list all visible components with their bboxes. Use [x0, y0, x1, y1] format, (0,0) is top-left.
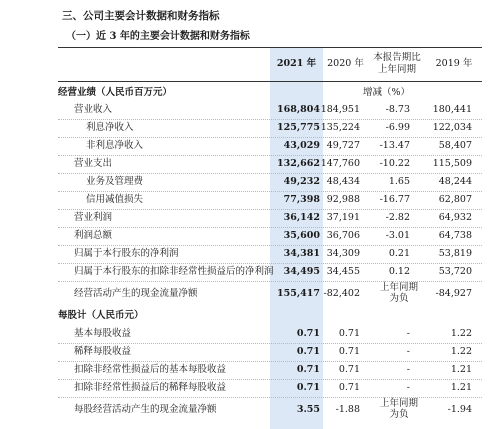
row-label: 基本每股收益: [74, 328, 132, 339]
value-2019: 122,034: [432, 122, 472, 133]
header-2021: 2021 年: [276, 58, 317, 69]
table-row: [58, 281, 482, 307]
section-heading: 三、公司主要会计数据和财务指标: [62, 10, 220, 22]
value-2019: 115,509: [432, 158, 472, 169]
value-2021: 77,398: [283, 194, 320, 205]
value-2020: 184,951: [320, 104, 360, 115]
table-row: [58, 173, 482, 191]
value-2019: 62,807: [438, 194, 472, 205]
value-2021: 43,029: [283, 140, 320, 151]
table-row: [58, 155, 482, 173]
value-2021: 49,232: [283, 176, 320, 187]
value-2019: 64,738: [438, 230, 472, 241]
value-2020: 147,760: [320, 158, 360, 169]
value-2020: 0.71: [338, 382, 360, 393]
header-2020: 2020 年: [327, 58, 364, 69]
value-2020: 37,191: [326, 212, 360, 223]
header-change-line1: 本报告期比: [373, 52, 421, 63]
value-change: -10.22: [379, 158, 410, 169]
value-2019: -1.94: [447, 404, 472, 415]
table-row: [58, 119, 482, 137]
table-row: [58, 379, 482, 397]
section-row: [58, 84, 482, 102]
value-change: -3.01: [385, 230, 410, 241]
row-label: 归属于本行股东的净利润: [74, 248, 179, 259]
value-2020: 0.71: [338, 328, 360, 339]
value-2020: 48,434: [326, 176, 360, 187]
row-label: 利润总额: [74, 230, 113, 241]
value-change: -2.82: [385, 212, 410, 223]
header-change: [368, 48, 426, 80]
value-2021: 0.71: [296, 382, 320, 393]
value-2020: 92,988: [326, 194, 360, 205]
value-change: [380, 282, 418, 304]
value-2021: 34,495: [283, 266, 320, 277]
row-label: 利息净收入: [86, 122, 134, 133]
value-2021: 155,417: [277, 288, 320, 299]
header-bottom-rule: [58, 81, 482, 82]
value-change: -: [406, 328, 410, 339]
value-2021: 35,600: [283, 230, 320, 241]
value-2021: 132,662: [277, 158, 320, 169]
value-2019: 53,819: [438, 248, 472, 259]
value-2019: 1.21: [450, 382, 472, 393]
value-2020: -1.88: [335, 404, 360, 415]
value-change: -8.73: [385, 104, 410, 115]
row-label: 稀释每股收益: [74, 346, 132, 357]
row-label: 非利息净收入: [86, 140, 144, 151]
table-row: [58, 343, 482, 361]
table-row: [58, 227, 482, 245]
value-2021: 0.71: [296, 364, 320, 375]
row-label: 扣除非经常性损益后的稀释每股收益: [74, 382, 227, 393]
value-2021: 3.55: [296, 404, 320, 415]
row-label: 营业支出: [74, 158, 113, 169]
value-2019: 1.22: [450, 346, 472, 357]
header-2019: 2019 年: [435, 58, 473, 69]
value-2021: 168,804: [277, 104, 320, 115]
table-row: [58, 397, 482, 423]
value-2020: 0.71: [338, 346, 360, 357]
value-2019: 58,407: [438, 140, 472, 151]
table-row: [58, 263, 482, 281]
row-label: 每股计（人民币元）: [58, 310, 144, 321]
value-2019: 1.21: [450, 364, 472, 375]
value-change-line1: 上年同期: [379, 282, 418, 293]
value-change-line2: 为负: [389, 293, 409, 304]
value-change: -: [406, 346, 410, 357]
row-label: 信用减值损失: [86, 194, 144, 205]
value-change: -: [406, 382, 410, 393]
value-2020: 135,224: [320, 122, 360, 133]
header-change-line2: 上年同期: [377, 64, 416, 75]
header-blank: [58, 48, 270, 80]
table-row: [58, 209, 482, 227]
value-change: 1.65: [388, 176, 410, 187]
row-label: 扣除非经常性损益后的基本每股收益: [74, 364, 227, 375]
row-label: 业务及管理费: [86, 176, 144, 187]
row-label: 每股经营活动产生的现金流量净额: [74, 404, 217, 415]
value-change: -: [406, 364, 410, 375]
table-row: [58, 101, 482, 119]
value-2021: 0.71: [296, 346, 320, 357]
row-label: 经营活动产生的现金流量净额: [74, 288, 198, 299]
value-change: 0.12: [388, 266, 410, 277]
value-2021: 0.71: [296, 328, 320, 339]
table-row: [58, 191, 482, 209]
value-2019: 1.22: [450, 328, 472, 339]
value-2019: -84,927: [435, 288, 472, 299]
row-label: 归属于本行股东的扣除非经常性损益后的净利润: [74, 266, 274, 277]
value-2019: 180,441: [432, 104, 472, 115]
value-change: [380, 398, 418, 420]
value-change-line1: 上年同期: [379, 398, 418, 409]
table-header: [58, 48, 482, 80]
value-2021: 125,775: [277, 122, 320, 133]
row-label: 营业利润: [74, 212, 113, 223]
value-2019: 64,932: [438, 212, 472, 223]
row-label: 营业收入: [74, 104, 113, 115]
value-change: -13.47: [379, 140, 410, 151]
table-row: [58, 361, 482, 379]
table-row: [58, 245, 482, 263]
section-row: [58, 307, 482, 325]
value-change: -6.99: [385, 122, 410, 133]
row-label: 经营业绩（人民币百万元）: [58, 87, 173, 98]
value-change: -16.77: [379, 194, 410, 205]
value-2021: 36,142: [283, 212, 320, 223]
value-2021: 34,381: [283, 248, 320, 259]
value-change: 0.21: [388, 248, 410, 259]
value-2020: 34,455: [326, 266, 360, 277]
value-2019: 53,720: [438, 266, 472, 277]
table-row: [58, 325, 482, 343]
value-2020: 36,706: [326, 230, 360, 241]
value-2020: 49,727: [326, 140, 360, 151]
table-row: [58, 137, 482, 155]
value-2020: -82,402: [323, 288, 360, 299]
change-unit-note: 增减（%）: [362, 87, 410, 98]
value-change-line2: 为负: [389, 409, 409, 420]
subsection-heading: （一）近 3 年的主要会计数据和财务指标: [66, 31, 250, 42]
value-2020: 0.71: [338, 364, 360, 375]
value-2019: 48,244: [438, 176, 472, 187]
value-2020: 34,309: [326, 248, 360, 259]
